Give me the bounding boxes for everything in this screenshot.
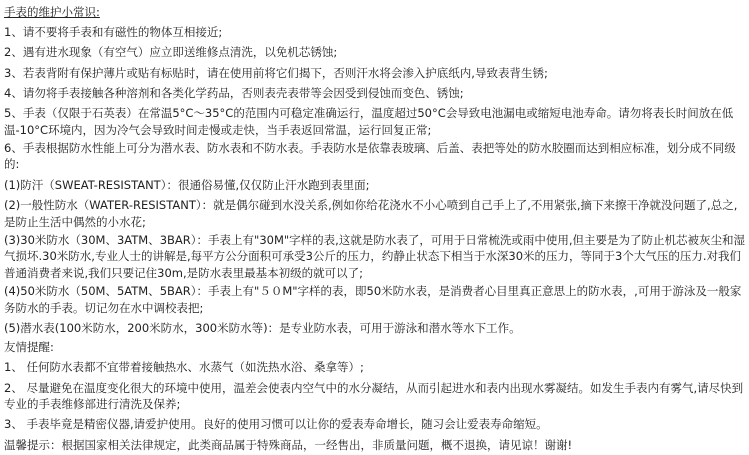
reminder-item-3: 3、 手表毕竟是精密仪器,请爱护使用。良好的使用习惯可以让你的爱表寿命增长，随习会让爱表寿命缩短。: [4, 417, 548, 432]
fifty-meter-item: (4)50米防水（50M、5ATM、5BAR）：手表上有"５０M"字样的表，即50米防水表，是消费者心目里真正意思上的防水表，,可用于游泳及一般家务防水的手表。切记勿在水中调校表把;: [4, 284, 742, 315]
tip-item-4: 4、请勿将手表接触各种溶剂和各类化学药品，否则表壳表带等会因受到侵蚀而变色、锈蚀;: [4, 85, 464, 100]
tip-item-3: 3、若表背附有保护薄片或贴有标贴时，请在使用前将它们揭下，否则汗水将会渗入护底纸内,导致表背生锈;: [4, 65, 548, 80]
water-resistant-item: (2)一般性防水（WATER-RESISTANT）：就是偶尔碰到水没关系,例如你给花浇水不小心喷到自己手上了,不用紧张,摘下来擦干净就没问题了,总之,是防止生活中偶然的小水花;: [4, 198, 738, 229]
thirty-meter-item: (3)30米防水（30M、3ATM、3BAR）：手表上有"30M"字样的表,这就是防水表了，可用于日常梳洗或雨中使用,但主要是为了防止机芯被灰尘和湿气损坏.30米防水,专业人士的讲解是,每平方公分面积可承受3公斤的压力，约静止状态下相当于水深30米的压力，等同于3个大气压的压力.对我们普通消费者来说,我们只要记住30m,是防水表里最基本初级的就可以了;: [4, 232, 745, 280]
sweat-resistant-item: (1)防汗（SWEAT-RESISTANT）：很通俗易懂,仅仅防止汗水跑到表里面;: [4, 177, 370, 192]
tip-item-6: 6、手表根据防水性能上可分为潜水表、防水表和不防水表。手表防水是依靠表玻璃、后盖、表把等处的防水胶圈而达到相应标准，划分成不同级的:: [4, 141, 736, 172]
footer-notice: 温馨提示：根据国家相关法律规定，此类商品属于特殊商品，一经售出，非质量问题，概不退换，请见谅！谢谢!: [4, 437, 573, 452]
tip-item-1: 1、请不要将手表和有磁性的物体互相接近;: [4, 25, 223, 39]
document-title: 手表的维护小常识:: [4, 5, 100, 19]
tip-item-2: 2、遇有进水现象（有空气）应立即送维修点清洗，以免机芯锈蚀;: [4, 45, 338, 60]
reminder-title: 友情提醒:: [4, 340, 54, 355]
reminder-item-1: 1、 任何防水表都不宜带着接触热水、水蒸气（如洗热水浴、桑拿等）;: [4, 360, 364, 375]
tip-item-5: 5、手表（仅限于石英表）在常温5°C～35°C的范围内可稳定准确运行，温度超过50°C会导致电池漏电或缩短电池寿命。请勿将表长时间放在低温-10°C环境内，因为冷气会导致时间走慢或走快，当手表返回常温，运行回复正常;: [4, 106, 734, 137]
reminder-item-2: 2、 尽量避免在温度变化很大的环境中使用，温差会使表内空气中的水分凝结，从而引起进水和表内出现水雾凝结。如发生手表内有雾气,请尽快到专业的手表维修部进行清洗及保养;: [4, 380, 744, 411]
dive-watch-item: (5)潜水表(100米防水，200米防水，300米防水等)：是专业防水表，可用于游泳和潜水等水下工作。: [4, 320, 521, 335]
